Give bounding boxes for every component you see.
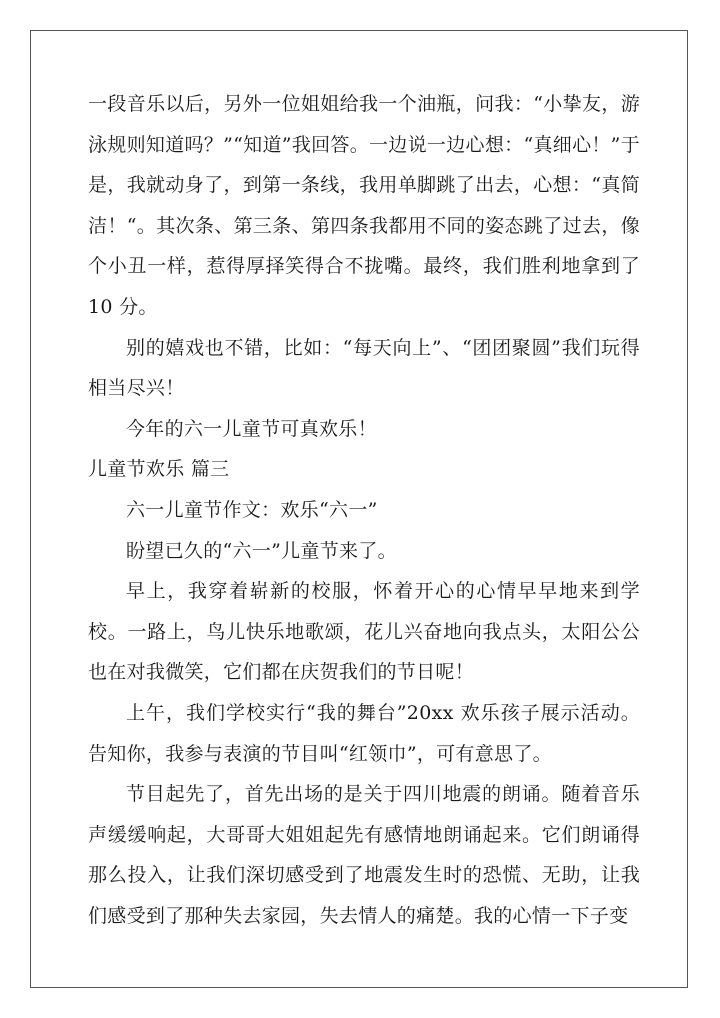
paragraph-1: 一段音乐以后，另外一位姐姐给我一个油瓶，问我：“小挚友，游泳规则知道吗？”“知道”我回答。一边说一边心想：“真细心！”于是，我就动身了，到第一条线，我用单脚跳了出去，心想：“真简洁！“。其次条、第三条、第四条我都用不同的姿态跳了过去，像个小丑一样，惹得厚择笑得合不拢嘴。最终，我们胜利地拿到了 10 分。 (88, 93, 640, 318)
paragraph-8: 节目起先了，首先出场的是关于四川地震的朗诵。随着音乐声缓缓响起，大哥哥大姐姐起先有感情地朗诵起来。它们朗诵得那么投入，让我们深切感受到了地震发生时的恐慌、无助，让我们感受到了那种失去家园，失去情人的痛楚。我的心情一下子变 (88, 783, 640, 927)
paragraph-5: 盼望已久的“六一”儿童节来了。 (126, 539, 397, 562)
paragraph-6: 早上，我穿着崭新的校服，怀着开心的心情早早地来到学校。一路上，鸟儿快乐地歌颂，花儿兴奋地向我点头，太阳公公也在对我微笑，它们都在庆贺我们的节日呢！ (88, 580, 640, 684)
paragraph-7: 上午，我们学校实行“我的舞台”20xx 欢乐孩子展示活动。告知你，我参与表演的节目叫“红领巾”，可有意思了。 (88, 701, 640, 765)
document-body (88, 84, 640, 936)
paragraph-2: 别的嬉戏也不错，比如：“每天向上”、“团团聚圆”我们玩得相当尽兴！ (88, 336, 640, 400)
paragraph-3: 今年的六一儿童节可真欢乐！ (126, 417, 377, 440)
section-heading: 儿童节欢乐 篇三 (88, 458, 230, 481)
paragraph-4: 六一儿童节作文：欢乐“六一” (126, 498, 378, 521)
